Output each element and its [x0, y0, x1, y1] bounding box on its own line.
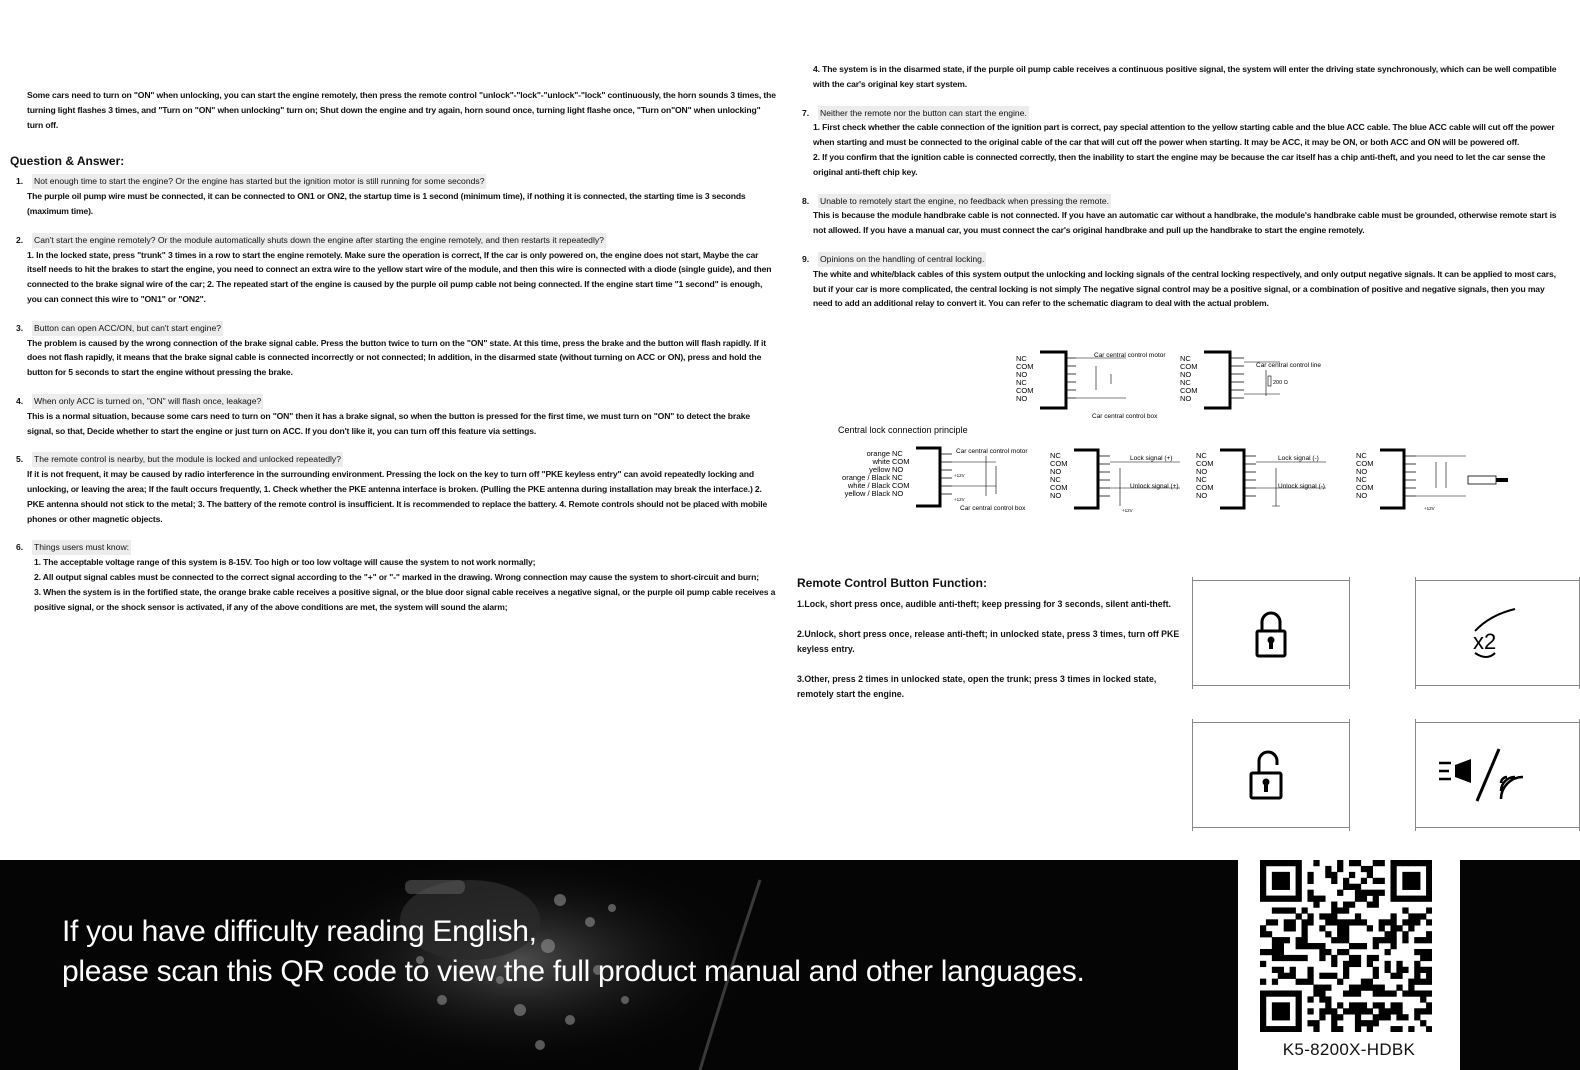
svg-text:Car central control box: Car central control box — [960, 505, 1026, 512]
diagram-label: Car central control box — [1092, 413, 1158, 420]
wire-label: orange — [866, 449, 890, 458]
lock-button-box — [1192, 580, 1350, 686]
qa-number: 4. — [16, 395, 24, 406]
model-code: K5-8200X-HDBK — [1282, 1040, 1416, 1059]
svg-text:NO: NO — [1356, 491, 1368, 500]
qa-question: Button can open ACC/ON, but can't start engine? — [32, 321, 223, 336]
relay-line-diagram — [1180, 352, 1321, 408]
qr-code[interactable] — [1260, 860, 1432, 1032]
remote-function-item: 2.Unlock, short press once, release anti-theft; in unlocked state, press 3 times, turn off PKE keyless entry. — [797, 629, 1180, 654]
qa-question: Can't start the engine remotely? Or the module automatically shuts down the engine after starting the engine remotely, and then restarts it repeatedly? — [32, 233, 606, 248]
diagram-label: Car central control motor — [1094, 352, 1166, 359]
pin-label: NO — [1016, 394, 1028, 403]
svg-text:NO: NO — [892, 489, 904, 498]
svg-text:NC: NC — [1356, 475, 1367, 484]
wire-label: white — [872, 457, 890, 466]
svg-text:NO: NO — [1196, 491, 1208, 500]
svg-text:NC: NC — [892, 449, 903, 458]
remote-function-list — [797, 597, 1183, 717]
pin-label: NC — [1016, 354, 1027, 363]
diagram-label: Lock signal (+) — [1130, 455, 1173, 462]
lock-icon — [1192, 581, 1350, 687]
svg-text:COM: COM — [892, 481, 910, 490]
svg-text:NC: NC — [892, 473, 903, 482]
svg-text:NO: NO — [1050, 467, 1062, 476]
qa-item-6 — [10, 540, 778, 614]
light-signal-icon — [1415, 723, 1575, 829]
remote-function-item: 3.Other, press 2 times in unlocked state, open the trunk; press 3 times in locked state, remotely start the engine. — [797, 674, 1157, 699]
resistor-label: 200 Ω — [1273, 380, 1288, 386]
right-top-paragraph: 4. The system is in the disarmed state, if the purple oil pump cable receives a continuous positive signal, the system will enter the driving state synchronously, which can be well compatible with the car's original key start system. — [813, 64, 1557, 89]
qa-number: 3. — [16, 322, 24, 333]
svg-text:NC: NC — [1196, 475, 1207, 484]
svg-text:NO: NO — [1050, 491, 1062, 500]
qa-question: Neither the remote nor the button can start the engine. — [818, 106, 1029, 121]
qa-number: 5. — [16, 454, 24, 465]
qa-answer: The white and white/black cables of this system output the unlocking and locking signals of the central locking respectively, and only output negative signals. It can be applied to most cars, but if your car is more complicated, the central locking is not simply The negative signal control may be a positive signal, or a combination of positive and negative signals, then you may need to add an additional relay to convert it. You can refer to the schematic diagram to deal with the actual problem. — [813, 268, 1556, 309]
svg-text:COM: COM — [892, 457, 910, 466]
qa-answer: This is because the module handbrake cable is not connected. If you have an automatic car without a handbrake, the module's handbrake cable must be grounded, otherwise remote start is not allowed. If you have a manual car, you must connect the car's original handbrake and pull up the handbrake to start the engine remotely. — [813, 210, 1557, 236]
qa-list — [10, 174, 778, 526]
intro-paragraph: Some cars need to turn on "ON" when unlocking, you can start the engine remotely, then press the remote control "unlock"-"lock"-"unlock"-"lock" continuously, the horn sounds 3 times, the turning light flashes 3 times, and "Turn on "ON" when unlocking" turn on; Shut down the engine and try again, horn sound once, turning light flashe once, "Turn on"ON" when unlocking" turn off. — [27, 90, 776, 130]
qa-question: Things users must know: — [32, 540, 131, 555]
pin-label: NO — [1016, 370, 1028, 379]
qa-question: Unable to remotely start the engine, no feedback when pressing the remote. — [818, 194, 1111, 209]
qa-subitem: 2. All output signal cables must be connected to the correct signal according to the "+" or "-" marked in the drawing. Wrong connection may cause the system to short-circuit and burn; — [34, 571, 759, 582]
qa-heading: Question & Answer: — [10, 154, 125, 169]
qr-panel — [1238, 860, 1460, 1070]
svg-text:NO: NO — [892, 465, 904, 474]
svg-text:Car central control motor: Car central control motor — [956, 448, 1028, 455]
central-lock-diagrams — [836, 348, 1536, 528]
pin-label: NO — [1180, 370, 1192, 379]
qa-number: 2. — [16, 234, 24, 245]
svg-text:NC: NC — [1050, 451, 1061, 460]
qa-answer: 1. First check whether the cable connection of the ignition part is correct, pay special attention to the yellow starting cable and the blue ACC cable. The blue ACC cable will cut off the power when starting and must be connected to the original cable of the car that will cut off the power when starting. It may be ACC, it may be ON, or both ACC and ON will be powered off. — [813, 122, 1555, 148]
qa-item-5 — [10, 452, 778, 526]
relay-module-diagram — [1016, 352, 1166, 420]
qa-number: 8. — [802, 195, 810, 206]
trunk-button-box — [1415, 580, 1580, 686]
svg-text:NO: NO — [1356, 467, 1368, 476]
remote-function-item: 1.Lock, short press once, audible anti-theft; keep pressing for 3 seconds, silent anti-theft. — [797, 599, 1171, 609]
diagram-label: Car central control line — [1256, 362, 1322, 369]
x2-label: x2 — [1473, 629, 1497, 654]
motor-signal-diagram — [1356, 450, 1508, 511]
right-column — [796, 62, 1566, 325]
svg-text:+12V: +12V — [1424, 506, 1435, 511]
svg-text:+12V: +12V — [954, 497, 965, 502]
qa-answer: 2. If you confirm that the ignition cable is connected correctly, then the inability to start the engine may be because the car itself has a chip anti-theft, and you need to let the car sense the original anti-theft chip key. — [813, 151, 1546, 177]
svg-text:+12V: +12V — [1122, 508, 1133, 513]
footer-banner — [0, 860, 1580, 1070]
qa-answer: The problem is caused by the wrong connection of the brake signal cable. Press the button twice to turn on the "ON" state. At this time, press the brake and the button will flash rapidly. If it does not flash rapidly, it means that the brake signal cable is connected incorrectly or not connected; In addition, in the disarmed state (without turning on ACC or ON), press and hold the button for 5 seconds to start the engine without pressing the brake. — [27, 337, 766, 378]
svg-text:NO: NO — [1196, 467, 1208, 476]
wire-label: yellow / Black — [844, 489, 890, 498]
qa-subitem: 1. The acceptable voltage range of this system is 8-15V. Too high or too low voltage will cause the system to not work normally; — [34, 557, 536, 568]
wire-label: yellow — [869, 465, 890, 474]
signal-button-box — [1415, 722, 1580, 828]
qa-answer: The purple oil pump wire must be connected, it can be connected to ON1 or ON2, the startup time is 1 second (minimum time), if nothing it is connected, the starting time is 3 seconds (maximum time). — [27, 191, 746, 216]
qa-item-8 — [796, 194, 1566, 238]
diagram-label: Lock signal (-) — [1278, 455, 1319, 462]
pin-label: COM — [1016, 386, 1034, 395]
svg-text:+12V: +12V — [954, 473, 965, 478]
qa-item-2 — [10, 233, 778, 307]
left-column — [10, 60, 778, 628]
svg-text:COM: COM — [1050, 483, 1068, 492]
pin-label: NC — [1016, 378, 1027, 387]
pin-label: NC — [1180, 354, 1191, 363]
unlock-button-box — [1192, 722, 1350, 828]
qa-answer: This is a normal situation, because some cars need to turn on "ON" then it has a brake signal, so when the button is pressed for the first time, we must turn on "ON" to detect the brake signal, so that, Decide whether to start the engine or just turn on ACC. If you don't like it, you can turn off this feature via settings. — [27, 410, 750, 436]
svg-text:COM: COM — [1196, 483, 1214, 492]
svg-text:NC: NC — [1356, 451, 1367, 460]
qa-question: The remote control is nearby, but the module is locked and unlocked repeatedly? — [32, 452, 343, 467]
qa-question: Opinions on the handling of central locking. — [818, 252, 986, 267]
svg-text:COM: COM — [1196, 459, 1214, 468]
qa-question: Not enough time to start the engine? Or the engine has started but the ignition motor is still running for some seconds? — [32, 174, 486, 189]
qa-number: 1. — [16, 176, 24, 187]
diagram-label: Unlock signal (-) — [1278, 483, 1325, 490]
svg-text:NC: NC — [1050, 475, 1061, 484]
wire-label: orange / Black — [842, 473, 890, 482]
qa-item-3 — [10, 321, 778, 380]
qa-item-4 — [10, 394, 778, 438]
pin-label: NO — [1180, 394, 1192, 403]
svg-text:COM: COM — [1356, 459, 1374, 468]
qa-answer: 1. In the locked state, press "trunk" 3 times in a row to start the engine remotely. Make sure the operation is correct, If the car is only powered on, the engine does not start, Maybe the car itself needs to hit the brakes to start the engine, you need to connect an extra wire to the yellow start wire of the module, and then this wire is connected with a diode (single guide), and then connected to the brake signal wire of the car; 2. The repeated start of the engine is caused by the purple oil pump cable not being connected. If the engine start time "1 second" is enough, you can connect this wire to "ON1" or "ON2". — [27, 249, 772, 304]
svg-text:COM: COM — [1050, 459, 1068, 468]
unlock-icon — [1192, 723, 1350, 829]
qa-subitem: 3. When the system is in the fortified state, the orange brake cable receives a positive signal, or the blue door signal cable receives a negative signal, or the purple oil pump cable receives a positive signal, or the shock sensor is activated, if any of the above conditions are met, the system will sound the alarm; — [34, 586, 776, 612]
trunk-x2-icon — [1415, 581, 1575, 687]
qa-item-1 — [10, 174, 778, 218]
qa-question: When only ACC is turned on, "ON" will flash once, leakage? — [32, 394, 263, 409]
pin-label: COM — [1180, 386, 1198, 395]
pin-label: COM — [1016, 362, 1034, 371]
remote-function-title: Remote Control Button Function: — [797, 576, 987, 590]
diagram-caption: Central lock connection principle — [838, 425, 968, 435]
qa-item-9 — [796, 252, 1566, 311]
pin-label: COM — [1180, 362, 1198, 371]
wire-label: white / Black — [847, 481, 890, 490]
wire-color-diagram — [842, 448, 1028, 512]
negative-signal-diagram — [1196, 450, 1326, 508]
positive-signal-diagram — [1050, 450, 1180, 513]
footer-message — [62, 912, 1085, 992]
qa-number: 7. — [802, 107, 810, 118]
svg-text:NC: NC — [1196, 451, 1207, 460]
diagram-label: Unlock signal (+) — [1130, 483, 1179, 490]
wiring-diagram-svg — [836, 348, 1536, 528]
qa-answer: If it is not frequent, it may be caused by radio interference in the surrounding environment. Pressing the lock on the key to turn off "PKE keyless entry" can avoid repeatedly locking and unlocking, or leaving the area; If the fault occurs frequently, 1. Check whether the PKE antenna interface is broken. (Pulling the PKE antenna during installation may break the interface.) 2. PKE antenna should not stick to the metal; 3. The battery of the remote control is insufficient. It is recommended to replace the battery. 4. Remote controls should not be placed with mobile phones or other magnetic objects. — [27, 469, 768, 524]
qa-number: 6. — [16, 542, 24, 553]
footer-line: If you have difficulty reading English, — [62, 915, 537, 948]
qa-item-7 — [796, 106, 1566, 180]
qa-right-list — [796, 106, 1566, 312]
footer-line: please scan this QR code to view the full product manual and other languages. — [62, 955, 1085, 988]
svg-text:COM: COM — [1356, 483, 1374, 492]
pin-label: NC — [1180, 378, 1191, 387]
qa-number: 9. — [802, 253, 810, 264]
